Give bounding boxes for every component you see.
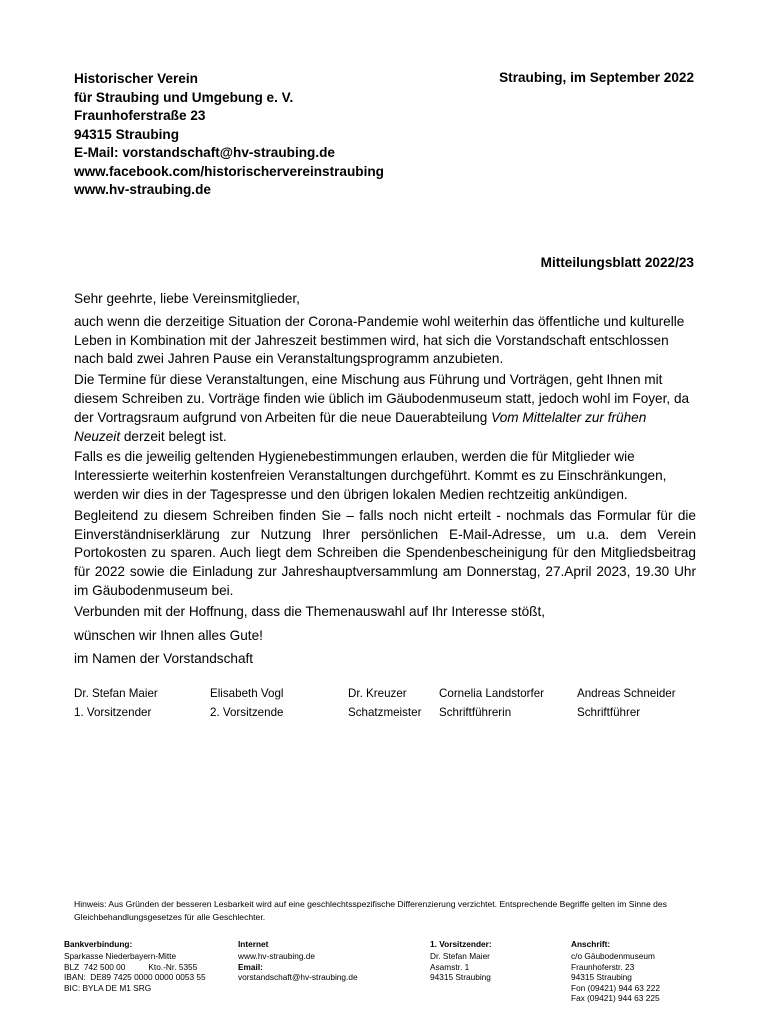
letter-date: Straubing, im September 2022 bbox=[499, 70, 694, 85]
signature-4 bbox=[439, 684, 544, 722]
footer-address-line: c/o Gäubodenmuseum bbox=[571, 951, 655, 962]
footer-website: www.hv-straubing.de bbox=[238, 951, 316, 962]
sender-street: Fraunhoferstraße 23 bbox=[74, 108, 206, 123]
signature-name: Dr. Stefan Maier bbox=[74, 687, 158, 700]
footer-bank-heading: Bankverbindung: bbox=[64, 939, 133, 949]
footer-address-line: 94315 Straubing bbox=[571, 972, 632, 983]
gender-note: Hinweis: Aus Gründen der besseren Lesbarkeit wird auf eine geschlechtsspezifische Differenzierung verzichtet. Entsprechende Begriffe gelten im Sinne des Gleichbehandlungsgesetzes für alle Geschlechter. bbox=[74, 899, 667, 922]
paragraph-2-text: Die Termine für diese Veranstaltungen, eine Mischung aus Führung und Vorträgen, geht Ihnen mit diesem Schreiben zu. Vorträge finden wie üblich im Gäubodenmuseum statt, jedoch wohl im Foyer, da der Vortragsraum aufgrund von Arbeiten für die neue Dauerabteilung bbox=[74, 372, 690, 425]
footer-internet-heading: Internet bbox=[238, 939, 269, 949]
paragraph-2-exhibition-title: Vom Mittelalter zur frühen Neuzeit bbox=[74, 409, 647, 444]
signature-role: Schriftführerin bbox=[439, 706, 512, 719]
paragraph-3: Falls es die jeweilig geltenden Hygienebestimmungen erlauben, werden die für Mitglieder wie Interessierte weiterhin kostenfreien Veranstaltungen durchgeführt. Kommt es zu Einschränkungen, werden wir dies in der Tagespresse und den übrigen lokalen Medien rechtzeitig ankündigen. bbox=[74, 449, 667, 502]
sender-facebook: www.facebook.com/historischervereinstraubing bbox=[74, 163, 384, 179]
footer-chair-heading: 1. Vorsitzender: bbox=[430, 939, 492, 949]
letter-body bbox=[74, 290, 696, 671]
signature-role: Schatzmeister bbox=[348, 706, 422, 719]
paragraph-7: im Namen der Vorstandschaft bbox=[74, 651, 254, 667]
sender-address bbox=[74, 70, 384, 200]
footer-email: vorstandschaft@hv-straubing.de bbox=[238, 972, 358, 983]
signature-2 bbox=[210, 684, 283, 722]
signature-3 bbox=[348, 684, 421, 722]
signature-name: Andreas Schneider bbox=[577, 687, 676, 700]
signature-name: Elisabeth Vogl bbox=[210, 687, 284, 700]
signature-role: 1. Vorsitzender bbox=[74, 706, 152, 719]
footer-address-heading: Anschrift: bbox=[571, 939, 611, 949]
footer-chair-line: Dr. Stefan Maier bbox=[430, 951, 490, 962]
footer-bank-line: BLZ 742 500 00 Kto.-Nr. 5355 bbox=[64, 961, 198, 972]
signature-role: Schriftführer bbox=[577, 706, 641, 719]
footer-bank-line: Sparkasse Niederbayern-Mitte bbox=[64, 951, 177, 962]
footer-address-line: Fon (09421) 944 63 222 bbox=[571, 982, 661, 993]
paragraph-2-tail: derzeit belegt ist. bbox=[120, 428, 227, 444]
footer-address bbox=[571, 939, 660, 1003]
signature-name: Cornelia Landstorfer bbox=[439, 687, 545, 700]
footer-bank-line: BIC: BYLA DE M1 SRG bbox=[64, 982, 152, 993]
signature-role: 2. Vorsitzende bbox=[210, 706, 284, 719]
paragraph-5: Verbunden mit der Hoffnung, dass die Themenauswahl auf Ihr Interesse stößt, bbox=[74, 603, 546, 619]
footer-chair-line: Asamstr. 1 bbox=[430, 961, 470, 972]
sender-name: Historischer Verein bbox=[74, 71, 198, 86]
sender-name-line2: für Straubing und Umgebung e. V. bbox=[74, 89, 294, 105]
signature-1 bbox=[74, 684, 158, 722]
footer-address-line: Fraunhoferstr. 23 bbox=[571, 961, 635, 972]
footer-chair bbox=[430, 939, 492, 983]
greeting: Sehr geehrte, liebe Vereinsmitglieder, bbox=[74, 291, 300, 306]
sender-city: 94315 Straubing bbox=[74, 126, 180, 142]
footer-email-heading: Email: bbox=[238, 961, 263, 972]
sender-email: E-Mail: vorstandschaft@hv-straubing.de bbox=[74, 145, 335, 160]
footer-address-line: Fax (09421) 944 63 225 bbox=[571, 993, 660, 1004]
letter-subject: Mitteilungsblatt 2022/23 bbox=[540, 255, 694, 270]
footer-internet bbox=[238, 939, 358, 983]
signature-name: Dr. Kreuzer bbox=[348, 687, 407, 700]
paragraph-6: wünschen wir Ihnen alles Gute! bbox=[74, 627, 263, 643]
footer-bank bbox=[64, 939, 206, 993]
paragraph-2 bbox=[74, 371, 696, 446]
footer-bank-line: IBAN: DE89 7425 0000 0000 0053 55 bbox=[64, 972, 206, 983]
paragraph-1: auch wenn die derzeitige Situation der Corona-Pandemie wohl weiterhin das öffentliche und kulturelle Leben in Kombination mit der Jahreszeit bestimmen wird, hat sich die Vorstandschaft entschlossen nach bald zwei Jahren Pause ein Veranstaltungsprogramm anzubieten. bbox=[74, 313, 685, 367]
signature-5 bbox=[577, 684, 676, 722]
sender-website: www.hv-straubing.de bbox=[74, 182, 211, 197]
footer-chair-line: 94315 Straubing bbox=[430, 972, 491, 983]
paragraph-4: Begleitend zu diesem Schreiben finden Sie – falls noch nicht erteilt - nochmals das Formular für die Einverständniserklärung zur Nutzung Ihrer persönlichen E-Mail-Adresse, um u.a. dem Verein Portokosten zu sparen. Auch liegt dem Schreiben die Spendenbescheinigung für den Mitgliedsbeitrag für 2022 sowie die Einladung zur Jahreshauptversammlung am Donnerstag, 27.April 2023, 19.30 Uhr im Gäubodenmuseum bei. bbox=[74, 507, 696, 598]
